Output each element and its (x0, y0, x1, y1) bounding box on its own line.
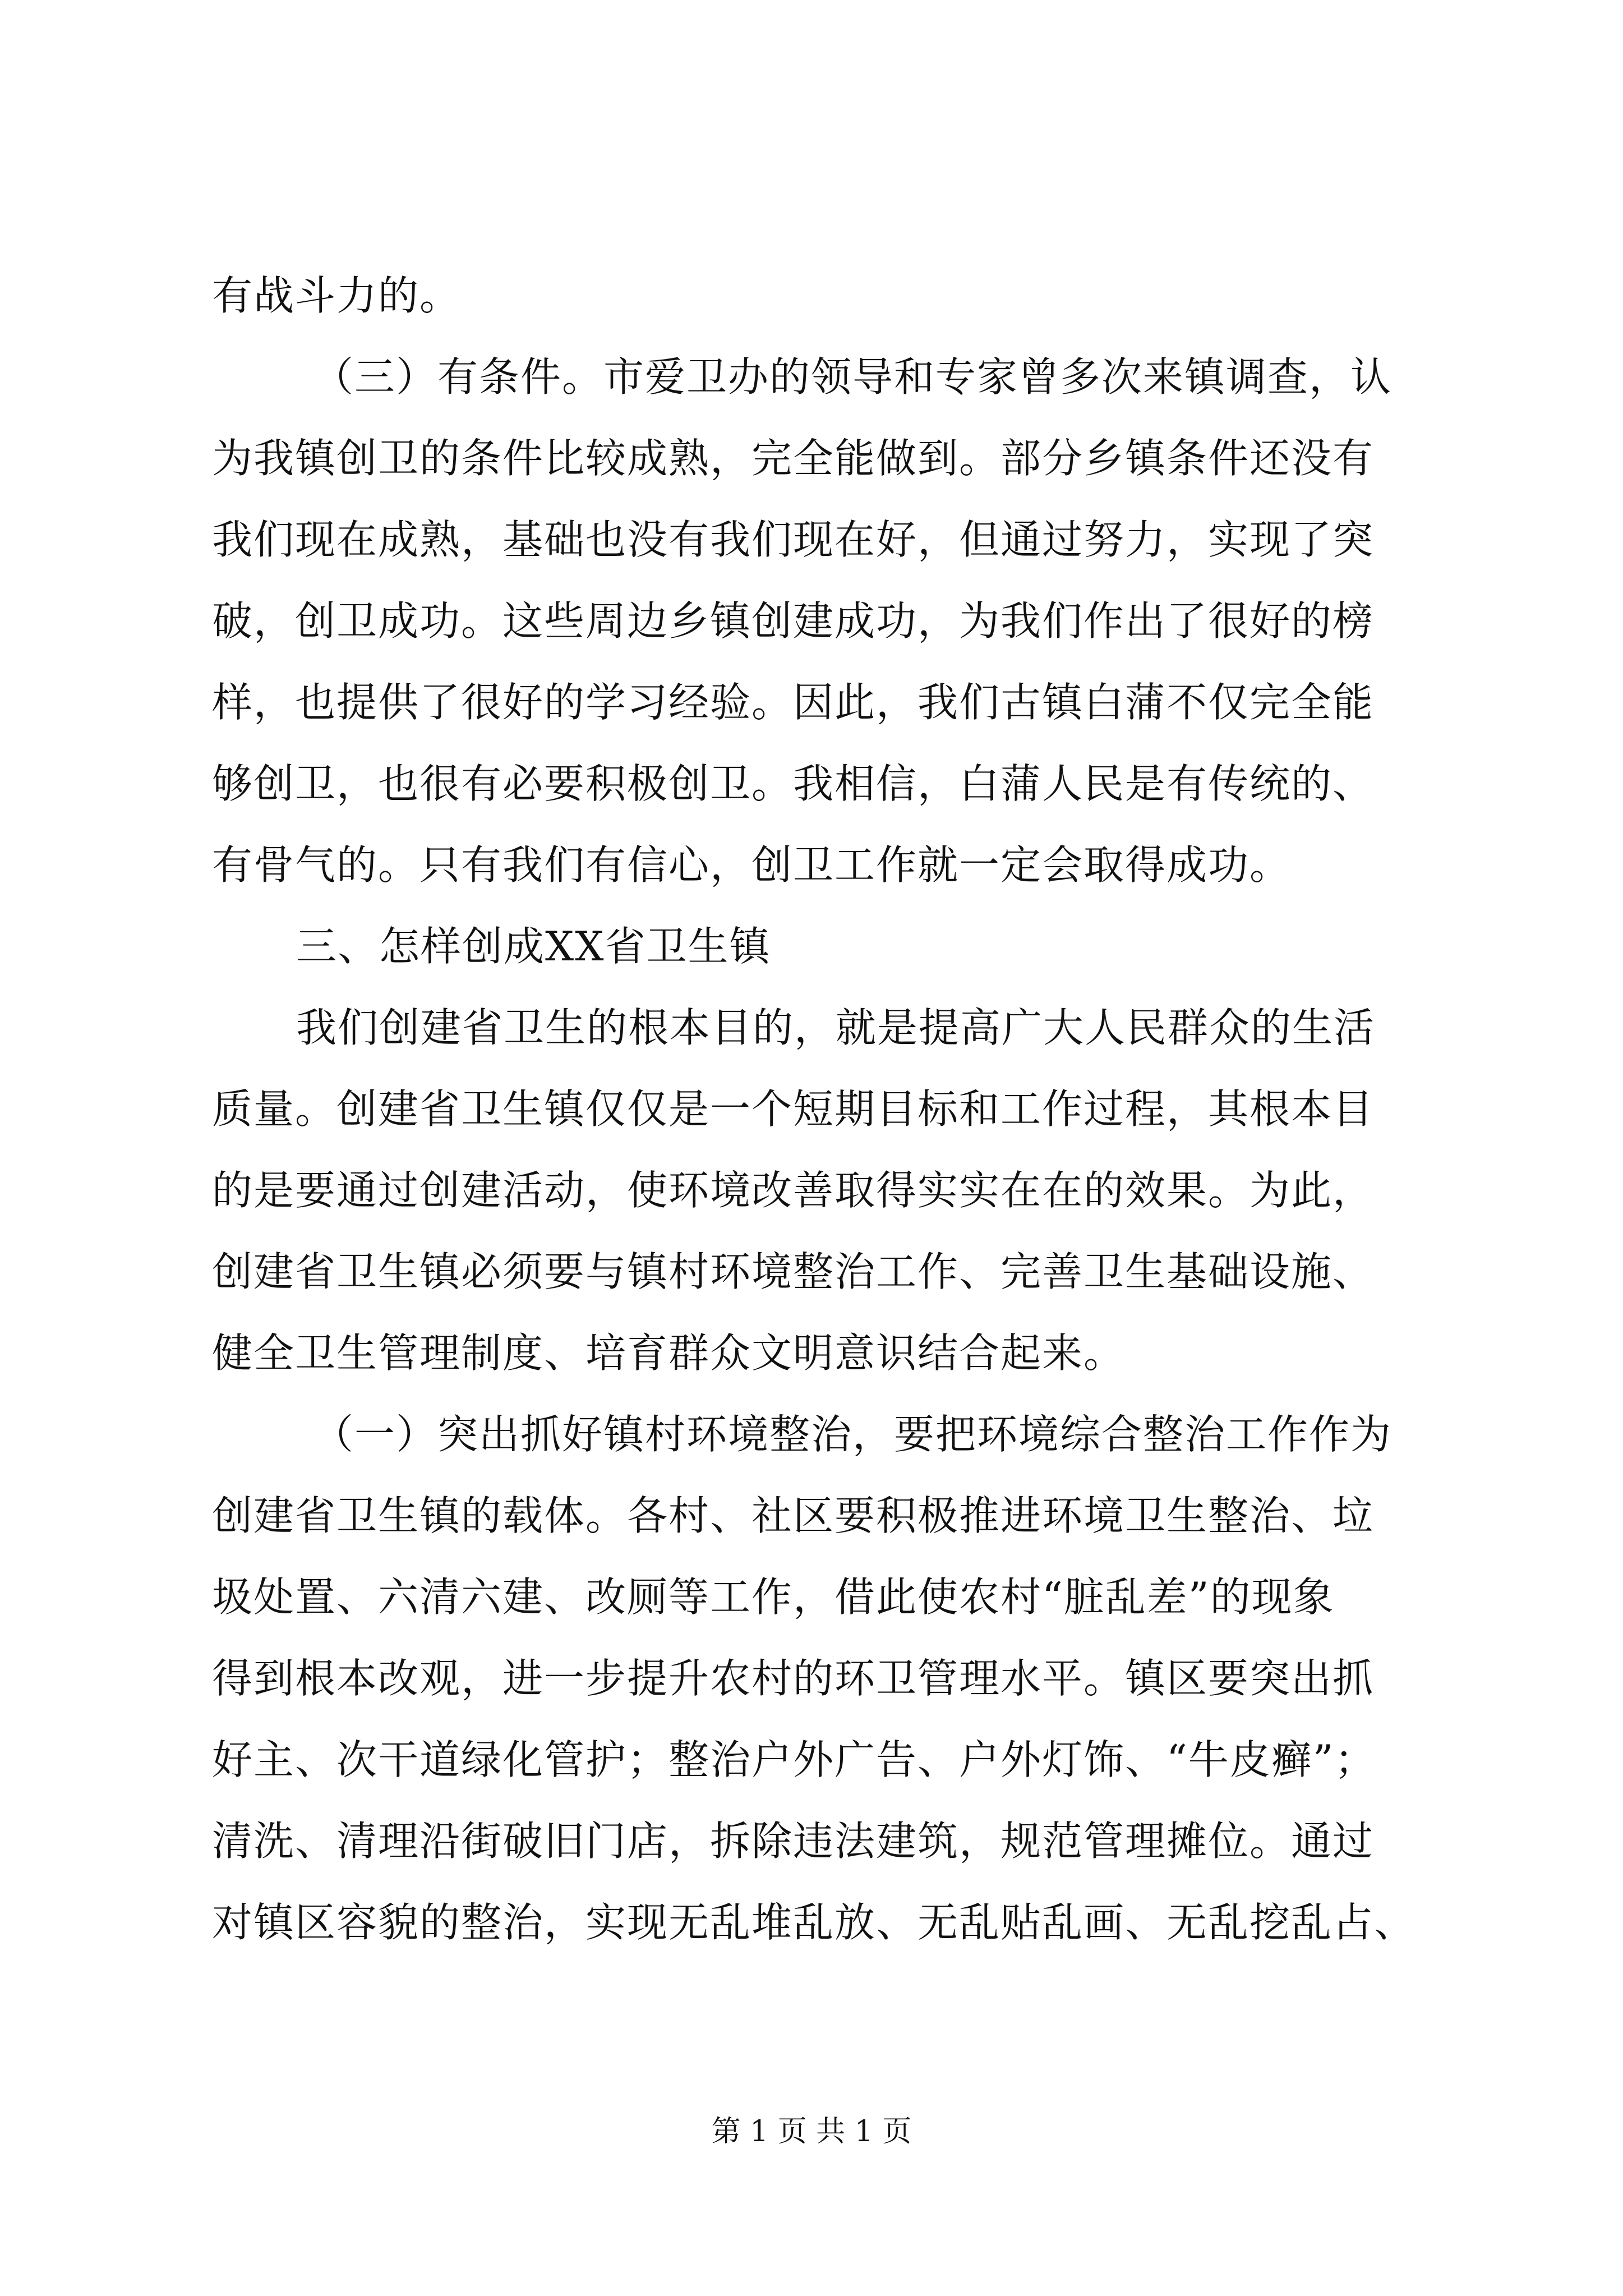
text-line: 有骨气的。只有我们有信心，创卫工作就一定会取得成功。 (212, 841, 1292, 889)
text-line: 质量。创建省卫生镇仅仅是一个短期目标和工作过程，其根本目 (212, 1085, 1375, 1133)
text-line: 圾处置、六清六建、改厕等工作，借此使农村“脏乱差”的现象 (212, 1573, 1335, 1621)
text-line: 有战斗力的。 (212, 272, 462, 319)
page-footer: 第 1 页 共 1 页 (711, 2115, 912, 2148)
text-line: 得到根本改观，进一步提升农村的环卫管理水平。镇区要突出抓 (212, 1655, 1375, 1702)
text-line: 创建省卫生镇必须要与镇村环境整治工作、完善卫生基础设施、 (212, 1248, 1375, 1295)
text-line: 好主、次干道绿化管护；整治户外广告、户外灯饰、“牛皮癣”； (212, 1736, 1376, 1783)
text-line: 样，也提供了很好的学习经验。因此，我们古镇白蒲不仅完全能 (212, 679, 1375, 726)
text-line: 我们创建省卫生的根本目的，就是提高广大人民群众的生活 (296, 1004, 1376, 1051)
text-line: 破，创卫成功。这些周边乡镇创建成功，为我们作出了很好的榜 (212, 597, 1375, 645)
text-line: 健全卫生管理制度、培育群众文明意识结合起来。 (212, 1329, 1126, 1377)
text-line: 为我镇创卫的条件比较成熟，完全能做到。部分乡镇条件还没有 (212, 435, 1375, 482)
text-line: 清洗、清理沿街破旧门店，拆除违法建筑，规范管理摊位。通过 (212, 1818, 1375, 1865)
text-line: （三）有条件。市爱卫办的领导和专家曾多次来镇调查，认 (313, 353, 1393, 401)
text-line: 对镇区容貌的整治，实现无乱堆乱放、无乱贴乱画、无乱挖乱占、 (212, 1899, 1416, 1946)
text-line: （一）突出抓好镇村环境整治，要把环境综合整治工作作为 (313, 1411, 1393, 1458)
text-line: 创建省卫生镇的载体。各村、社区要积极推进环境卫生整治、垃 (212, 1492, 1375, 1539)
document-body (212, 255, 1418, 1963)
text-line: 够创卫，也很有必要积极创卫。我相信，白蒲人民是有传统的、 (212, 760, 1375, 807)
text-line: 我们现在成熟，基础也没有我们现在好，但通过努力，实现了突 (212, 516, 1375, 563)
text-line: 的是要通过创建活动，使环境改善取得实实在在的效果。为此， (212, 1167, 1375, 1214)
section-heading: 三、怎样创成XX省卫生镇 (296, 923, 771, 970)
